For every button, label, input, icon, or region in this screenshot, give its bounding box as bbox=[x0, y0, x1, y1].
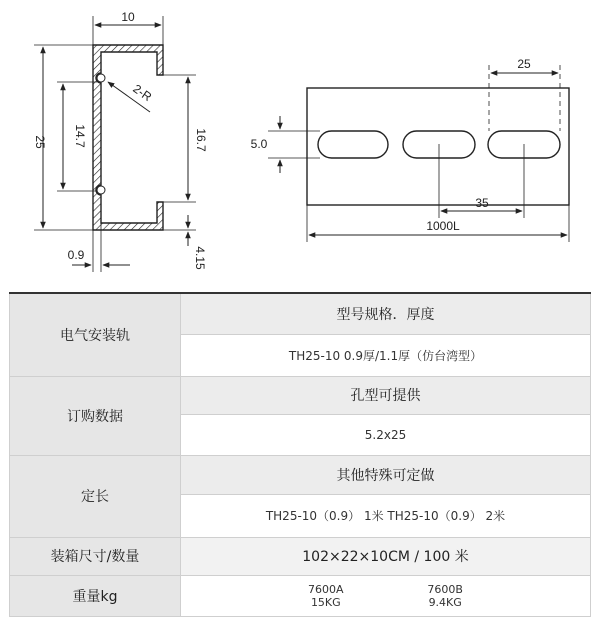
row-header-custom: 其他特殊可定做 bbox=[181, 455, 591, 494]
dim-top-width: 10 bbox=[121, 10, 135, 24]
dim-length: 1000L bbox=[426, 219, 460, 233]
row-value-length: TH25-10（0.9） 1米 TH25-10（0.9） 2米 bbox=[181, 494, 591, 537]
weight-item bbox=[427, 583, 463, 609]
technical-drawing bbox=[0, 0, 600, 290]
dim-radius: 2-R bbox=[130, 81, 155, 105]
spec-table bbox=[9, 292, 591, 617]
dim-height-inner-right: 16.7 bbox=[194, 128, 208, 152]
row-label-packing: 装箱尺寸/数量 bbox=[10, 537, 181, 575]
dim-hole-pitch: 25 bbox=[517, 57, 531, 71]
slot-hole bbox=[318, 131, 388, 158]
row-value-hole: 5.2x25 bbox=[181, 414, 591, 455]
rail-strip bbox=[307, 88, 569, 205]
weight-value: 9.4KG bbox=[428, 595, 462, 609]
dim-height-inner-left: 14.7 bbox=[73, 124, 87, 148]
dim-thickness: 0.9 bbox=[67, 248, 85, 262]
weight-model: 7600B bbox=[427, 582, 463, 596]
row-label-order: 订购数据 bbox=[10, 376, 181, 455]
rail-cross-section bbox=[33, 10, 208, 272]
section-profile bbox=[93, 45, 163, 230]
dim-height-outer: 25 bbox=[33, 135, 47, 149]
row-value-weight bbox=[181, 575, 591, 616]
row-value-model: TH25-10 0.9厚/1.1厚（仿台湾型） bbox=[181, 334, 591, 376]
weight-model: 7600A bbox=[308, 582, 344, 596]
row-header-hole: 孔型可提供 bbox=[181, 376, 591, 414]
row-label-rail: 电气安装轨 bbox=[10, 293, 181, 376]
rail-front-view bbox=[251, 57, 569, 242]
row-value-packing: 102×22×10CM / 100 米 bbox=[181, 537, 591, 575]
dim-hole-spacing: 35 bbox=[475, 196, 489, 210]
row-label-weight: 重量kg bbox=[10, 575, 181, 616]
weight-value: 15KG bbox=[310, 595, 341, 609]
row-header-model: 型号规格．厚度 bbox=[181, 293, 591, 334]
dim-hole-height: 5.0 bbox=[250, 137, 268, 151]
row-label-length: 定长 bbox=[10, 455, 181, 537]
weight-item bbox=[308, 583, 344, 609]
dim-lip: 4.15 bbox=[193, 246, 207, 270]
